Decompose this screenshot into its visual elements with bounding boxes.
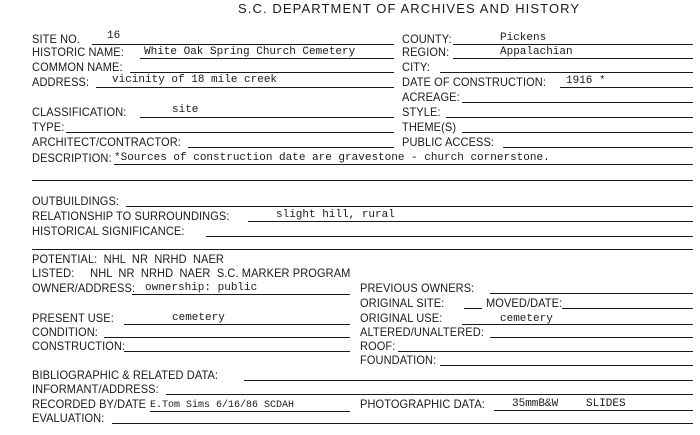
original-use-label: ORIGINAL USE: (360, 311, 443, 325)
architect-label: ARCHITECT/CONTRACTOR: (32, 135, 181, 149)
present-use-label: PRESENT USE: (32, 311, 114, 325)
listed-label: LISTED: NHL NR NRHD NAER S.C. MARKER PROGRAM (32, 266, 351, 280)
owner-address-label: OWNER/ADDRESS: (32, 281, 136, 295)
type-line (66, 132, 394, 133)
original-use-line (462, 324, 693, 325)
common-name-label: COMMON NAME: (32, 60, 123, 74)
historic-name-value: White Oak Spring Church Cemetery (144, 46, 356, 58)
altered-label: ALTERED/UNALTERED: (360, 325, 484, 339)
historical-significance-line-2 (32, 249, 693, 250)
date-of-construction-line (560, 87, 693, 88)
photographic-data-line (494, 410, 693, 411)
themes-line (462, 132, 693, 133)
photographic-data-label: PHOTOGRAPHIC DATA: (360, 397, 485, 411)
style-label: STYLE: (402, 105, 441, 119)
date-of-construction-value: 1916 * (566, 75, 606, 87)
original-site-line (464, 308, 482, 309)
foundation-line (440, 365, 693, 366)
classification-label: CLASSIFICATION: (32, 105, 127, 119)
date-of-construction-label: DATE OF CONSTRUCTION: (402, 75, 547, 89)
moved-date-line (562, 308, 693, 309)
common-name-line (130, 72, 394, 73)
foundation-label: FOUNDATION: (360, 353, 437, 367)
acreage-line (462, 102, 693, 103)
recorded-by-label: RECORDED BY/DATE (32, 397, 147, 411)
original-use-value: cemetery (500, 313, 553, 325)
city-label: CITY: (402, 60, 431, 74)
themes-label: THEME(S) (402, 120, 457, 134)
description-line-1 (114, 164, 693, 165)
outbuildings-line (126, 206, 693, 207)
address-value: vicinity of 18 mile creek (112, 74, 278, 86)
county-label: COUNTY: (402, 32, 452, 46)
evaluation-line (112, 423, 693, 424)
altered-line (490, 337, 693, 338)
relationship-line (248, 221, 693, 222)
previous-owners-line (490, 293, 693, 294)
site-no-line (92, 44, 394, 45)
region-label: REGION: (402, 45, 450, 59)
recorded-by-line (150, 411, 350, 412)
present-use-value: cemetery (172, 312, 225, 324)
previous-owners-label: PREVIOUS OWNERS: (360, 281, 475, 295)
construction-line (124, 351, 350, 352)
roof-line (398, 351, 693, 352)
form-title: S.C. DEPARTMENT OF ARCHIVES AND HISTORY (238, 1, 581, 16)
construction-label: CONSTRUCTION: (32, 339, 126, 353)
historic-name-label: HISTORIC NAME: (32, 45, 124, 59)
bibliographic-line (244, 380, 693, 381)
region-line (453, 58, 693, 59)
bibliographic-label: BIBLIOGRAPHIC & RELATED DATA: (32, 368, 219, 382)
owner-address-line (132, 294, 350, 295)
site-no-value: 16 (107, 30, 121, 42)
county-line (453, 44, 693, 45)
recorded-by-value: E.Tom Sims 6/16/86 SCDAH (150, 400, 295, 411)
public-access-line (503, 147, 693, 148)
county-value: Pickens (500, 32, 547, 44)
historical-significance-label: HISTORICAL SIGNIFICANCE: (32, 224, 185, 238)
photo-type-value: SLIDES (586, 398, 626, 410)
region-value: Appalachian (500, 46, 573, 58)
type-label: TYPE: (32, 120, 65, 134)
historical-significance-line (206, 236, 693, 237)
address-line (96, 87, 394, 88)
photo-format-value: 35mmB&W (512, 398, 559, 410)
description-line-2 (32, 180, 693, 181)
historic-name-line (140, 58, 394, 59)
evaluation-label: EVALUATION: (32, 411, 105, 425)
architect-line (188, 147, 394, 148)
classification-line (140, 117, 394, 118)
description-label: DESCRIPTION: (32, 151, 112, 165)
city-line (440, 72, 693, 73)
owner-address-value: ownership: public (145, 282, 258, 294)
informant-label: INFORMANT/ADDRESS: (32, 382, 159, 396)
address-label: ADDRESS: (32, 75, 90, 89)
outbuildings-label: OUTBUILDINGS: (32, 194, 120, 208)
site-no-label: SITE NO. (32, 32, 80, 46)
relationship-value: slight hill, rural (276, 209, 395, 221)
potential-label: POTENTIAL: NHL NR NRHD NAER (32, 252, 224, 266)
moved-date-label: MOVED/DATE: (486, 296, 563, 310)
informant-line (166, 394, 693, 395)
original-site-label: ORIGINAL SITE: (360, 296, 445, 310)
acreage-label: ACREAGE: (402, 90, 460, 104)
description-value: *Sources of construction date are gravestone - church cornerstone. (114, 152, 550, 164)
public-access-label: PUBLIC ACCESS: (402, 135, 495, 149)
condition-line (104, 337, 350, 338)
classification-value: site (172, 104, 199, 116)
style-line (446, 117, 693, 118)
condition-label: CONDITION: (32, 325, 98, 339)
relationship-label: RELATIONSHIP TO SURROUNDINGS: (32, 209, 230, 223)
present-use-line (124, 324, 350, 325)
roof-label: ROOF: (360, 339, 396, 353)
